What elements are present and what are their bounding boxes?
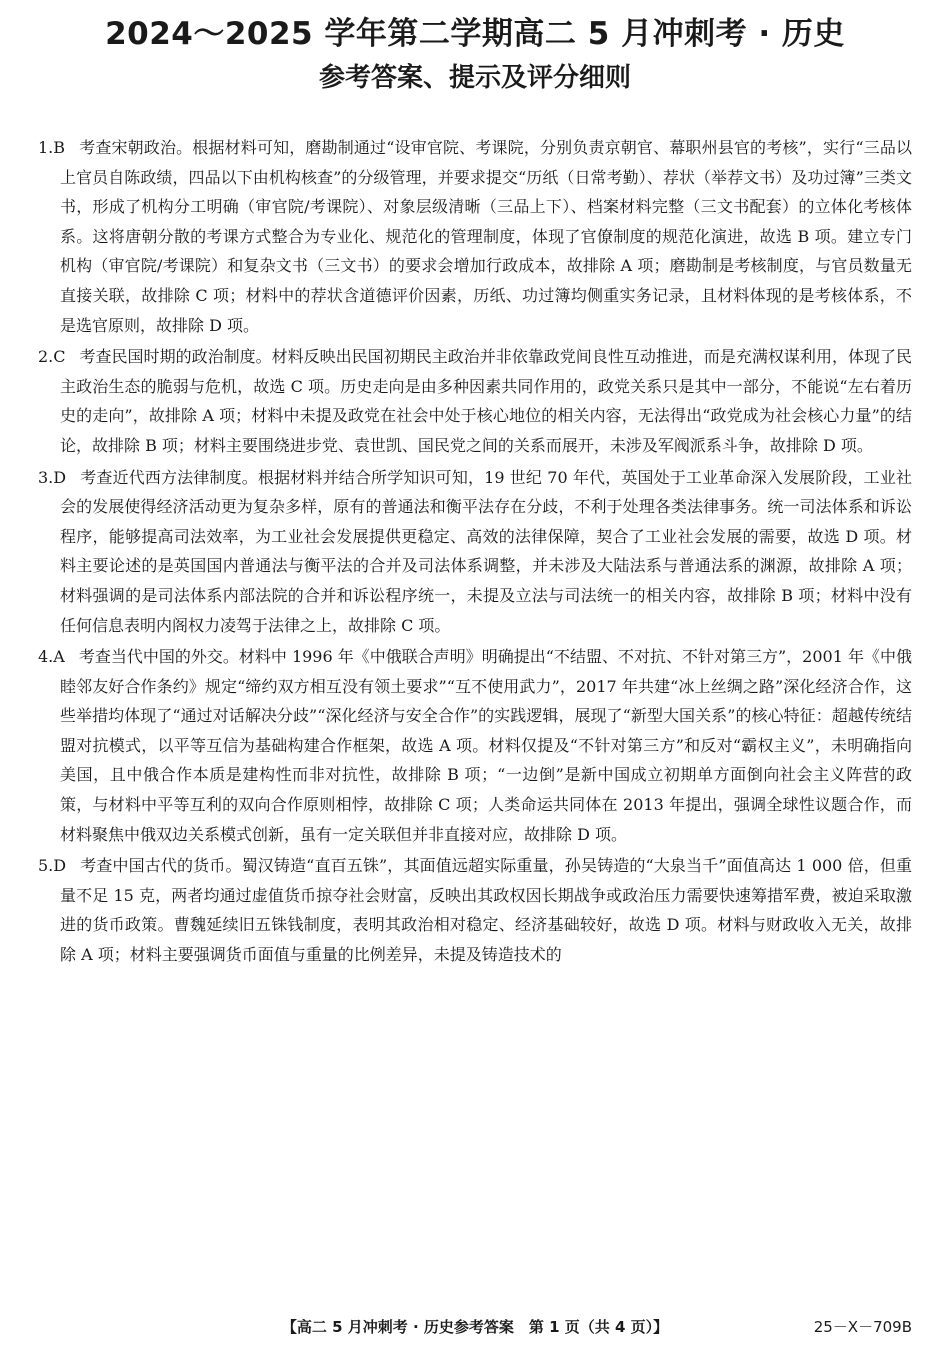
answer-choice: D [53, 467, 67, 487]
answer-choice: A [53, 647, 65, 667]
answer-item-3 [38, 463, 912, 641]
answer-choice: D [53, 856, 67, 876]
answer-number: 5. [38, 856, 54, 876]
answer-explanation: 考查民国时期的政治制度。材料反映出民国初期民主政治并非依靠政党间良性互动推进，而是充满权谋利用，体现了民主政治生态的脆弱与危机，故选 C 项。历史走向是由多种因素共同作用的，政党关系只是其中一部分，不能说“左右着历史的走向”，故排除 A 项；材料中未提及政党在社会中处于核心地位的相关内容，无法得出“政党成为社会核心力量”的结论，故排除 B 项；材料主要围绕进步党、袁世凯、国民党之间的关系而展开，未涉及军阀派系斗争，故排除 D 项。 [60, 347, 912, 455]
answer-item-4 [38, 642, 912, 849]
answer-item-5 [38, 851, 912, 969]
answer-item-1 [38, 133, 912, 340]
answer-explanation: 考查宋朝政治。根据材料可知，磨勘制通过“设审官院、考课院，分别负责京朝官、幕职州县官的考核”，实行“三品以上官员自陈政绩，四品以下由机构核查”的分级管理，并要求提交“历纸（日常考勤）、荐状（举荐文书）及功过簿”三类文书，形成了机构分工明确（审官院/考课院）、对象层级清晰（三品上下）、档案材料完整（三文书配套）的立体化考核体系。这将唐朝分散的考课方式整合为专业化、规范化的管理制度，体现了官僚制度的规范化演进，故选 B 项。建立专门机构（审官院/考课院）和复杂文书（三文书）的要求会增加行政成本，故排除 A 项；磨勘制是考核制度，与官员数量无直接关联，故排除 C 项；材料中的荐状含道德评价因素，历纸、功过簿均侧重实务记录，且材料体现的是考核体系，不是选官原则，故排除 D 项。 [60, 138, 912, 335]
answer-choice: C [53, 347, 66, 367]
answer-number: 2. [38, 347, 54, 367]
answer-number: 4. [38, 647, 54, 667]
answer-item-2 [38, 342, 912, 460]
answer-number: 3. [38, 467, 54, 487]
answer-explanation: 考查当代中国的外交。材料中 1996 年《中俄联合声明》明确提出“不结盟、不对抗、不针对第三方”，2001 年《中俄睦邻友好合作条约》规定“缔约双方相互没有领土要求”“互不使用武力”，2017 年共建“冰上丝绸之路”深化经济合作，这些举措均体现了“通过对话解决分歧”“深化经济与安全合作”的实践逻辑，展现了“新型大国关系”的核心特征：超越传统结盟对抗模式，以平等互信为基础构建合作框架，故选 A 项。材料仅提及“不针对第三方”和反对“霸权主义”，未明确指向美国，且中俄合作本质是建构性而非对抗性，故排除 B 项；“一边倒”是新中国成立初期单方面倒向社会主义阵营的政策，与材料中平等互利的双向合作原则相悖，故排除 C 项；人类命运共同体在 2013 年提出，强调全球性议题合作，而材料聚焦中俄双边关系模式创新，虽有一定关联但并非直接对应，故排除 D 项。 [60, 647, 912, 844]
answer-number: 1. [38, 138, 54, 157]
answer-explanation: 考查近代西方法律制度。根据材料并结合所学知识可知，19 世纪 70 年代，英国处于工业革命深入发展阶段，工业社会的发展使得经济活动更为复杂多样，原有的普通法和衡平法存在分歧，不利于处理各类法律事务。统一司法体系和诉讼程序，能够提高司法效率，为工业社会发展提供更稳定、高效的法律保障，契合了工业社会发展的需要，故选 D 项。材料主要论述的是英国国内普通法与衡平法的合并及司法体系调整，并未涉及大陆法系与普通法系的渊源，故排除 A 项；材料强调的是司法体系内部法院的合并和诉讼程序统一，未提及立法与司法统一的相关内容，故排除 B 项；材料中没有任何信息表明内阁权力凌驾于法律之上，故排除 C 项。 [60, 467, 912, 635]
answer-list [38, 133, 912, 972]
document-subtitle: 参考答案、提示及评分细则 [318, 63, 631, 93]
page-footer [0, 1314, 950, 1340]
footer-page-info: 【高二 5 月冲刺考 · 历史参考答案 第 1 页（共 4 页）】 [281, 1318, 669, 1336]
answer-choice: B [53, 138, 66, 157]
answer-explanation: 考查中国古代的货币。蜀汉铸造“直百五铢”，其面值远超实际重量，孙吴铸造的“大泉当千”面值高达 1 000 倍，但重量不足 15 克，两者均通过虚值货币掠夺社会财富，反映出其政权因长期战争或政治压力需要快速筹措军费，被迫采取激进的货币政策。曹魏延续旧五铢钱制度，表明其政治相对稳定、经济基础较好，故选 D 项。材料与财政收入无关，故排除 A 项；材料主要强调货币面值与重量的比例差异，未提及铸造技术的 [60, 856, 912, 965]
document-title: 2024～2025 学年第二学期高二 5 月冲刺考 · 历史 [105, 16, 845, 52]
footer-document-code: 25－X－709B [813, 1318, 912, 1336]
